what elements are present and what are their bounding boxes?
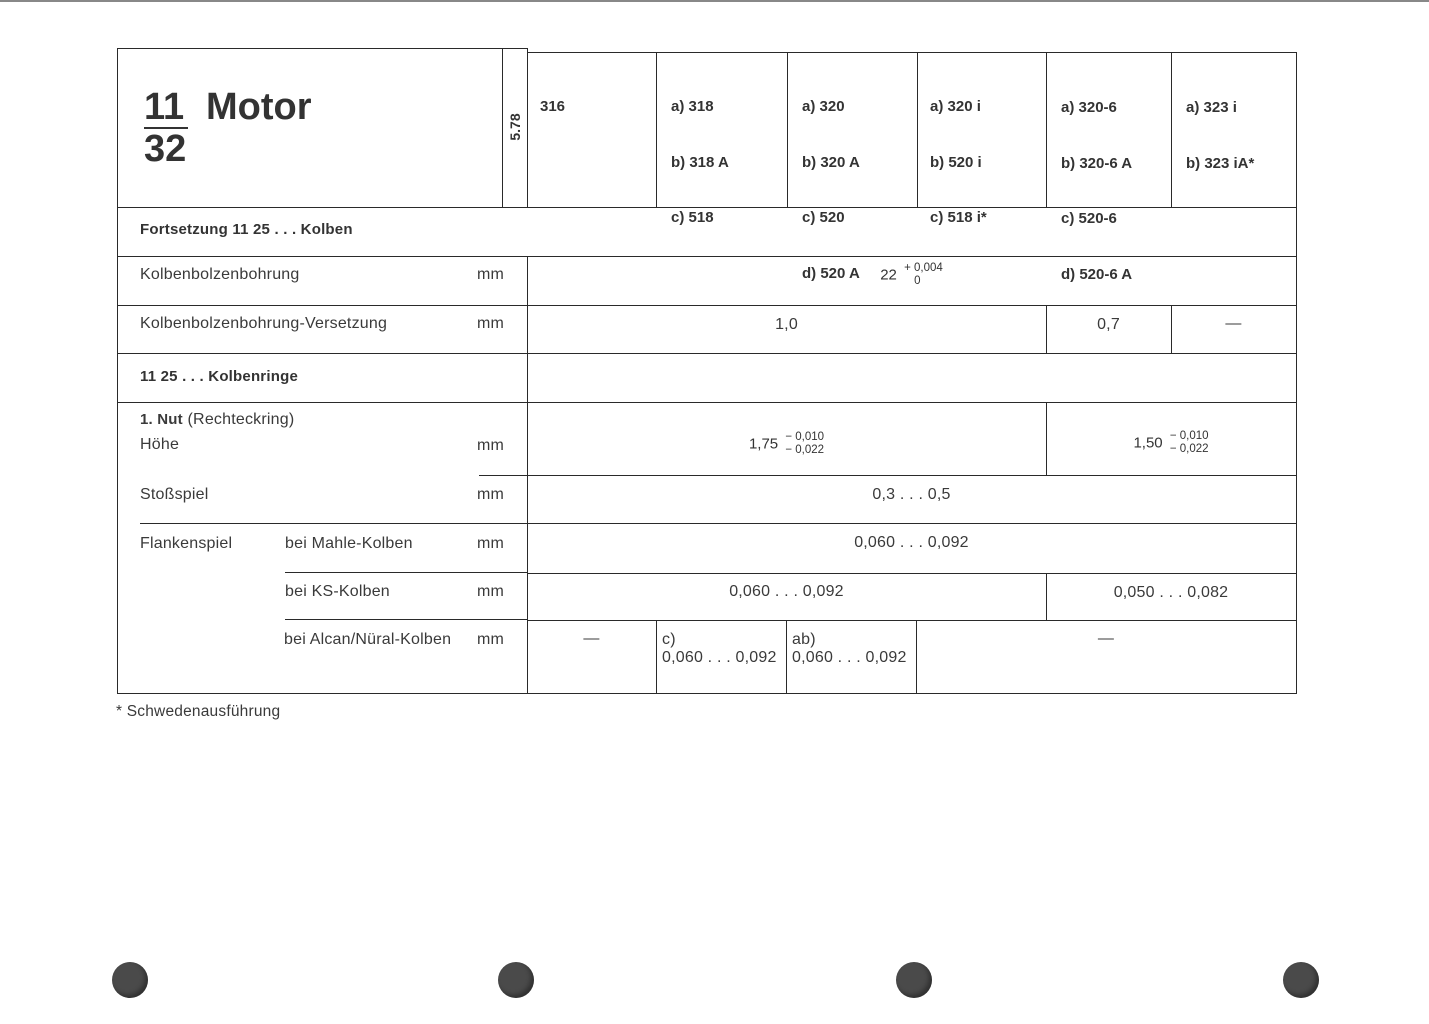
groove-height-label: Höhe — [140, 436, 180, 453]
date-col-left — [502, 48, 503, 207]
offset-unit: mm — [477, 315, 505, 332]
binder-hole-dot — [896, 962, 932, 998]
gap-value: 0,3 . . . 0,5 — [872, 486, 951, 503]
flank-mahle-sublabel: bei Mahle-Kolben — [285, 535, 413, 552]
offset-value-a: 1,0 — [775, 316, 798, 333]
bore-tol-lower: 0 — [914, 275, 921, 287]
model-label: a) 320 — [802, 98, 845, 115]
model-label: d) 520-6 A — [1061, 265, 1133, 283]
groove-tol-a-lower: − 0,022 — [785, 444, 825, 456]
flank-mahle-value: 0,060 . . . 0,092 — [854, 534, 969, 551]
date-col-right — [527, 48, 528, 207]
groove-tol-b-upper: − 0,010 — [1169, 430, 1209, 442]
offset-value-b: 0,7 — [1097, 316, 1120, 333]
chapter-number: 11 — [144, 86, 185, 128]
flank-alcan-sublabel: bei Alcan/Nüral-Kolben — [284, 631, 452, 648]
label-separator — [285, 619, 527, 620]
groove-tolerance-a — [785, 431, 824, 457]
flank-ks-sublabel: bei KS-Kolben — [285, 583, 390, 600]
model-label: a) 320 i — [930, 98, 981, 115]
flank-label: Flankenspiel — [140, 535, 233, 552]
chapter-title: Motor — [206, 86, 312, 128]
model-label: b) 318 A — [671, 153, 729, 171]
flank-ks-unit: mm — [477, 583, 505, 600]
model-label: c) 520 — [802, 209, 845, 226]
model-label: 316 — [540, 98, 566, 115]
flank-alcan-value-c-prefix: ab) — [792, 631, 816, 648]
bore-tolerance — [904, 262, 943, 288]
top-rule — [0, 0, 1429, 2]
model-label: b) 323 iA* — [1186, 154, 1255, 172]
model-col-316 — [540, 61, 565, 135]
offset-value-c: — — [1225, 315, 1242, 332]
flank-alcan-unit: mm — [477, 631, 505, 648]
row-border — [117, 402, 1297, 403]
binder-hole-dot — [112, 962, 148, 998]
model-col-318 — [671, 61, 729, 246]
groove-label-rest: (Rechteckring) — [187, 411, 295, 428]
date-code: 5.78 — [507, 113, 523, 141]
model-label: a) 318 — [671, 98, 714, 115]
row-border — [527, 573, 1297, 574]
model-label: a) 320-6 — [1061, 99, 1117, 116]
model-col-2 — [656, 52, 657, 207]
model-col-3 — [787, 52, 788, 207]
model-label: c) 520-6 — [1061, 210, 1117, 227]
row-border — [117, 256, 1297, 257]
row-border — [117, 305, 1297, 306]
table-left-border — [117, 48, 118, 693]
label-separator — [285, 572, 527, 573]
header-top-border — [117, 48, 527, 49]
model-label: c) 518 — [671, 209, 714, 226]
model-label: b) 520 i — [930, 153, 982, 171]
model-col-5 — [1046, 52, 1047, 207]
bore-label: Kolbenbolzenbohrung — [140, 266, 300, 283]
bore-value — [527, 262, 1296, 288]
groove-nominal-a: 1,75 — [748, 435, 779, 453]
flank-alcan-value-a: — — [583, 630, 600, 647]
flank-alcan-col-border — [786, 620, 787, 693]
binder-hole-dot — [1283, 962, 1319, 998]
section-title-pistons: Fortsetzung 11 25 . . . Kolben — [140, 221, 353, 238]
flank-ks-value-a: 0,060 . . . 0,092 — [729, 583, 844, 600]
section-title-rings: 11 25 . . . Kolbenringe — [140, 368, 298, 385]
table-right-border — [1296, 52, 1297, 693]
flank-alcan-value-b: 0,060 . . . 0,092 — [662, 649, 777, 666]
model-label: d) 520 A — [802, 264, 860, 282]
table-bottom-border — [117, 693, 1297, 694]
label-separator — [479, 475, 527, 476]
bore-unit: mm — [477, 266, 505, 283]
binder-hole-dot — [498, 962, 534, 998]
model-label: b) 320-6 A — [1061, 154, 1133, 172]
group-number: 32 — [144, 128, 187, 170]
groove-tolerance-b — [1170, 430, 1209, 456]
groove-value-a — [527, 431, 1046, 457]
footnote: * Schwedenausführung — [116, 703, 281, 720]
flank-alcan-value-c: 0,060 . . . 0,092 — [792, 649, 907, 666]
groove-tol-b-lower: − 0,022 — [1169, 443, 1209, 455]
bore-tol-upper: + 0,004 — [904, 262, 943, 274]
model-col-4 — [917, 52, 918, 207]
row-border — [527, 620, 1297, 621]
model-col-320i — [930, 61, 987, 246]
flank-ks-value-b: 0,050 . . . 0,082 — [1113, 584, 1229, 601]
groove-unit: mm — [477, 437, 505, 454]
model-label: b) 320 A — [802, 153, 860, 171]
row-border — [117, 353, 1297, 354]
flank-alcan-col-border — [656, 620, 657, 693]
groove-label — [140, 411, 294, 429]
groove-nominal-b: 1,50 — [1133, 434, 1163, 452]
bore-nominal: 22 — [880, 266, 897, 284]
header-top-border-right — [527, 52, 1297, 53]
gap-unit: mm — [477, 486, 505, 503]
groove-value-b — [1046, 430, 1296, 456]
groove-tol-a-upper: − 0,010 — [785, 431, 825, 443]
model-label: c) 518 i* — [930, 209, 987, 226]
model-col-323i — [1186, 62, 1254, 192]
gap-label: Stoßspiel — [140, 486, 209, 503]
model-label: a) 323 i — [1186, 99, 1237, 116]
label-separator — [140, 523, 527, 524]
groove-label-bold: 1. Nut — [140, 411, 183, 428]
flank-mahle-unit: mm — [477, 535, 505, 552]
flank-alcan-value-b-prefix: c) — [662, 631, 676, 648]
row-border — [527, 475, 1297, 476]
offset-label: Kolbenbolzenbohrung-Versetzung — [140, 315, 388, 332]
row-border — [527, 523, 1297, 524]
model-col-6 — [1171, 52, 1172, 207]
flank-alcan-value-d: — — [1097, 630, 1115, 647]
